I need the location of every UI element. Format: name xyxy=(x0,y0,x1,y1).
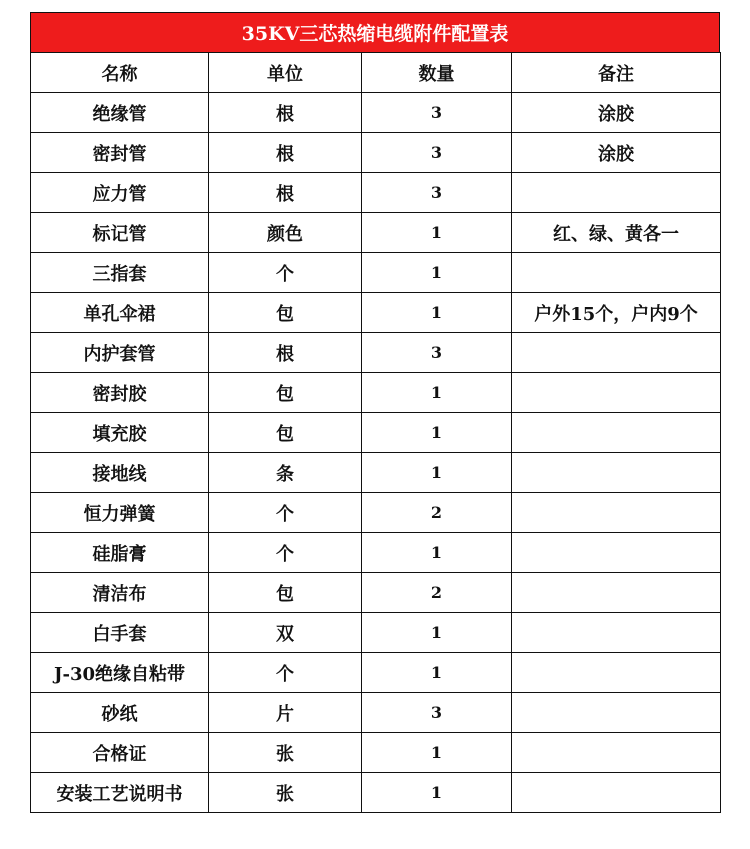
table-row xyxy=(31,93,721,133)
cell-name: 绝缘管 xyxy=(31,93,209,133)
cell-note xyxy=(512,453,721,493)
cell-unit: 包 xyxy=(209,293,362,333)
cell-note xyxy=(512,333,721,373)
cell-note xyxy=(512,493,721,533)
cell-note xyxy=(512,373,721,413)
cell-unit: 根 xyxy=(209,133,362,173)
table-row xyxy=(31,533,721,573)
header-name: 名称 xyxy=(31,53,209,93)
header-note: 备注 xyxy=(512,53,721,93)
cell-name: 清洁布 xyxy=(31,573,209,613)
cell-name: 应力管 xyxy=(31,173,209,213)
config-table-sheet xyxy=(30,12,720,813)
table-row xyxy=(31,373,721,413)
table-row xyxy=(31,613,721,653)
table-row xyxy=(31,693,721,733)
cell-qty: 3 xyxy=(362,93,512,133)
cell-name: 标记管 xyxy=(31,213,209,253)
cell-qty: 1 xyxy=(362,413,512,453)
cell-note: 涂胶 xyxy=(512,93,721,133)
cell-name: 密封胶 xyxy=(31,373,209,413)
cell-unit: 片 xyxy=(209,693,362,733)
cell-note: 涂胶 xyxy=(512,133,721,173)
cell-name: 恒力弹簧 xyxy=(31,493,209,533)
cell-qty: 1 xyxy=(362,733,512,773)
cell-name: 填充胶 xyxy=(31,413,209,453)
cell-unit: 根 xyxy=(209,333,362,373)
cell-unit: 条 xyxy=(209,453,362,493)
cell-unit: 根 xyxy=(209,93,362,133)
cell-note xyxy=(512,733,721,773)
cell-qty: 1 xyxy=(362,373,512,413)
table-row xyxy=(31,293,721,333)
cell-note xyxy=(512,533,721,573)
header-unit: 单位 xyxy=(209,53,362,93)
table-row xyxy=(31,493,721,533)
cell-note xyxy=(512,173,721,213)
cell-qty: 2 xyxy=(362,573,512,613)
cell-unit: 个 xyxy=(209,653,362,693)
cell-unit: 包 xyxy=(209,413,362,453)
cell-note xyxy=(512,693,721,733)
cell-qty: 1 xyxy=(362,653,512,693)
cell-name: 密封管 xyxy=(31,133,209,173)
cell-qty: 3 xyxy=(362,333,512,373)
cell-unit: 个 xyxy=(209,493,362,533)
table-row xyxy=(31,573,721,613)
table-row xyxy=(31,333,721,373)
cell-name: 安装工艺说明书 xyxy=(31,773,209,813)
cell-unit: 包 xyxy=(209,573,362,613)
cell-unit: 根 xyxy=(209,173,362,213)
table-row xyxy=(31,253,721,293)
cell-unit: 张 xyxy=(209,773,362,813)
cell-name: 内护套管 xyxy=(31,333,209,373)
cell-name: 砂纸 xyxy=(31,693,209,733)
cell-unit: 张 xyxy=(209,733,362,773)
cell-note xyxy=(512,653,721,693)
cell-qty: 3 xyxy=(362,693,512,733)
cell-qty: 3 xyxy=(362,133,512,173)
cell-note xyxy=(512,613,721,653)
table-row xyxy=(31,413,721,453)
table-row xyxy=(31,653,721,693)
cell-qty: 2 xyxy=(362,493,512,533)
cell-qty: 1 xyxy=(362,453,512,493)
table-row xyxy=(31,733,721,773)
cell-name: 单孔伞裙 xyxy=(31,293,209,333)
cell-unit: 双 xyxy=(209,613,362,653)
table-title: 35KV三芯热缩电缆附件配置表 xyxy=(30,12,720,52)
cell-qty: 1 xyxy=(362,253,512,293)
cell-note: 户外15个，户内9个 xyxy=(512,293,721,333)
header-row xyxy=(31,53,721,93)
cell-name: 接地线 xyxy=(31,453,209,493)
cell-unit: 包 xyxy=(209,373,362,413)
cell-unit: 个 xyxy=(209,253,362,293)
cell-qty: 1 xyxy=(362,773,512,813)
cell-note xyxy=(512,573,721,613)
table-row xyxy=(31,173,721,213)
table-row xyxy=(31,453,721,493)
cell-name: 三指套 xyxy=(31,253,209,293)
table-row xyxy=(31,773,721,813)
cell-qty: 1 xyxy=(362,293,512,333)
cell-name: 硅脂膏 xyxy=(31,533,209,573)
table-row xyxy=(31,133,721,173)
config-table xyxy=(30,52,721,813)
cell-unit: 个 xyxy=(209,533,362,573)
header-qty: 数量 xyxy=(362,53,512,93)
cell-note: 红、绿、黄各一 xyxy=(512,213,721,253)
cell-name: 合格证 xyxy=(31,733,209,773)
cell-qty: 1 xyxy=(362,213,512,253)
cell-qty: 1 xyxy=(362,533,512,573)
cell-note xyxy=(512,253,721,293)
cell-name: J-30绝缘自粘带 xyxy=(31,653,209,693)
cell-qty: 3 xyxy=(362,173,512,213)
cell-note xyxy=(512,773,721,813)
cell-unit: 颜色 xyxy=(209,213,362,253)
table-body xyxy=(31,93,721,813)
table-row xyxy=(31,213,721,253)
cell-qty: 1 xyxy=(362,613,512,653)
cell-name: 白手套 xyxy=(31,613,209,653)
cell-note xyxy=(512,413,721,453)
